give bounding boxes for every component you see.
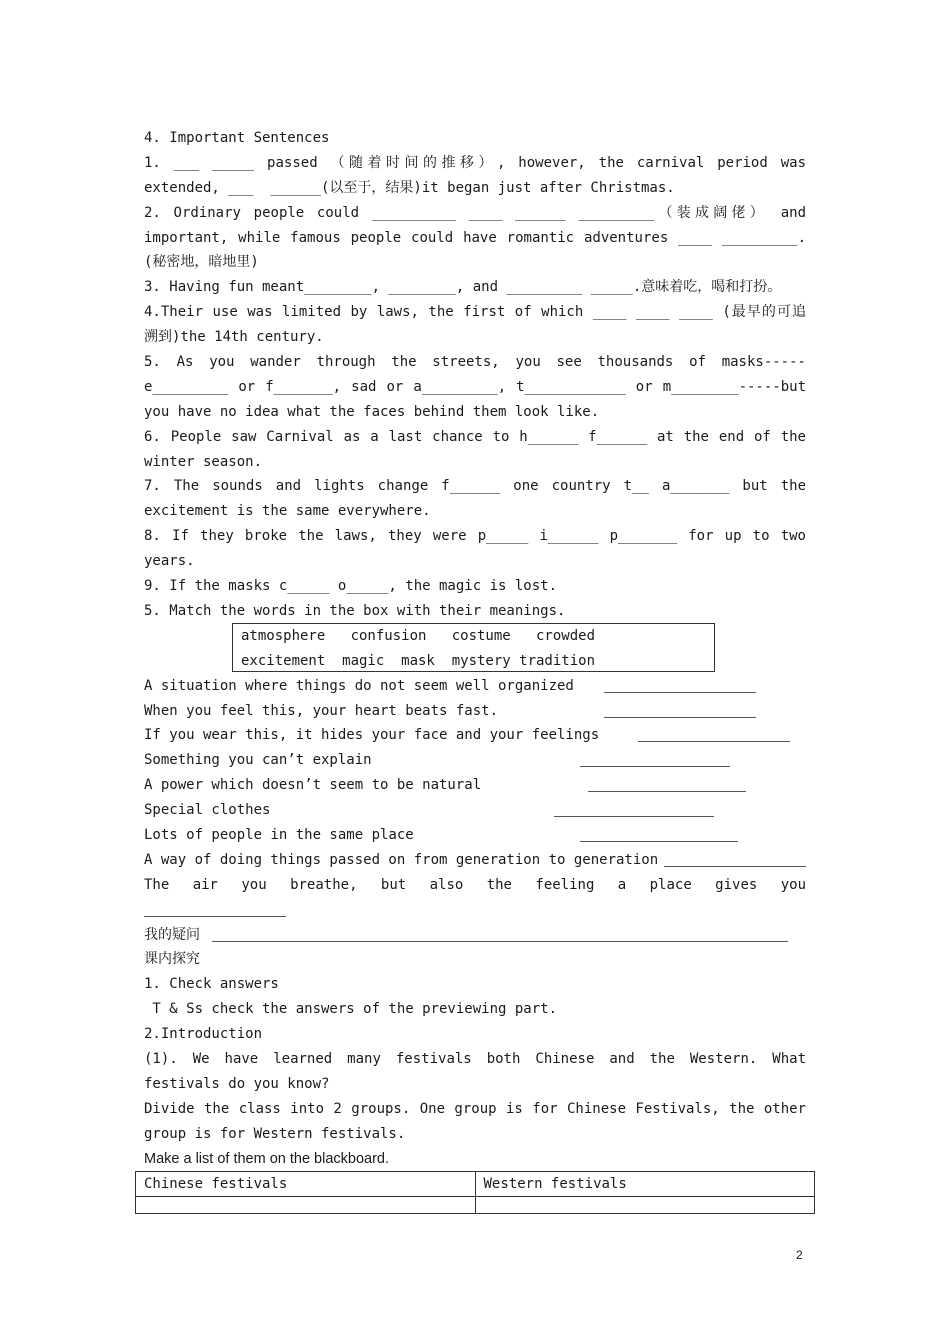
step-text: T & Ss check the answers of the previewing part.: [144, 1001, 558, 1018]
meaning-row: The air you breathe, but also the feeling a place gives you: [144, 876, 806, 893]
answer-blank[interactable]: [664, 848, 806, 867]
table-header-western: Western festivals: [475, 1172, 815, 1197]
answer-blank[interactable]: [580, 823, 738, 842]
meaning-row: [144, 848, 806, 873]
sentence-line: 7. The sounds and lights change f______ one country t__ a_______ but the: [144, 478, 806, 495]
step-title: 2.Introduction: [144, 1026, 263, 1043]
answer-blank[interactable]: [604, 674, 756, 693]
step-text: festivals do you know?: [144, 1075, 330, 1092]
table-header-row: [136, 1172, 815, 1197]
step-title: 1. Check answers: [144, 976, 279, 993]
meaning-text: A power which doesn’t seem to be natural: [144, 777, 482, 794]
section-title: 4. Important Sentences: [144, 130, 330, 146]
step-text: Divide the class into 2 groups. One group is for Chinese Festivals, the other: [144, 1100, 806, 1117]
meaning-row: [144, 823, 806, 848]
sentence-line: 4.Their use was limited by laws, the first of which ____ ____ ____ (最早的可追: [144, 304, 806, 321]
meaning-text: A way of doing things passed on from generation to generation: [144, 851, 659, 868]
meaning-text: Something you can’t explain: [144, 752, 372, 769]
table-header-chinese: Chinese festivals: [136, 1172, 476, 1197]
sentence-line: 2. Ordinary people could __________ ____ ______ _________（装成阔佬） and: [144, 204, 806, 221]
question-label: 我的疑问: [144, 926, 200, 943]
meaning-text: Lots of people in the same place: [144, 826, 414, 843]
table-cell[interactable]: [475, 1197, 815, 1214]
answer-blank[interactable]: [638, 723, 790, 742]
sentence-line: 8. If they broke the laws, they were p_____ i______ p_______ for up to two: [144, 528, 806, 545]
meaning-row: [144, 674, 806, 699]
meaning-text: When you feel this, your heart beats fast.: [144, 702, 499, 719]
meaning-row: [144, 798, 806, 823]
sentence-line: 5. As you wander through the streets, you see thousands of masks-----: [144, 354, 806, 371]
word-box: [232, 623, 715, 672]
sentence-line: e_________ or f_______, sad or a_________, t____________ or m________-----but: [144, 378, 806, 395]
sentence-line: 5. Match the words in the box with their meanings.: [144, 602, 566, 619]
meaning-text: A situation where things do not seem well organized: [144, 677, 574, 694]
word-box-row: excitement magic mask mystery tradition: [241, 652, 596, 669]
answer-blank[interactable]: [604, 699, 756, 718]
meaning-row: [144, 699, 806, 724]
answer-blank[interactable]: [144, 898, 286, 917]
answer-blank[interactable]: [588, 773, 746, 792]
meaning-row: [144, 898, 806, 923]
festival-table: [135, 1171, 815, 1214]
step-text: group is for Western festivals.: [144, 1125, 406, 1142]
sentence-line: you have no idea what the faces behind them look like.: [144, 403, 600, 420]
in-class-title: 课内探究: [144, 951, 200, 968]
question-row: [144, 923, 806, 948]
meaning-row: [144, 748, 806, 773]
step-text: Make a list of them on the blackboard.: [144, 1150, 390, 1167]
sentence-line: (秘密地，暗地里): [144, 254, 259, 271]
sentence-line: extended, ___ ______(以至于，结果)it began just after Christmas.: [144, 179, 675, 196]
sentence-line: winter season.: [144, 453, 263, 470]
meaning-row: [144, 723, 806, 748]
sentence-line: excitement is the same everywhere.: [144, 503, 431, 520]
meaning-text: Special clothes: [144, 802, 271, 819]
step-text: (1). We have learned many festivals both Chinese and the Western. What: [144, 1050, 806, 1067]
sentence-line: 9. If the masks c_____ o_____, the magic is lost.: [144, 578, 558, 595]
answer-blank[interactable]: [580, 748, 730, 767]
sentence-line: years.: [144, 553, 195, 570]
word-box-row: atmosphere confusion costume crowded: [241, 628, 596, 644]
sentence-line: 1. ___ _____ passed （随着时间的推移）, however, the carnival period was: [144, 154, 806, 171]
meaning-text: If you wear this, it hides your face and your feelings: [144, 727, 600, 744]
table-cell[interactable]: [136, 1197, 476, 1214]
question-blank[interactable]: [212, 923, 788, 942]
page-number: 2: [796, 1248, 803, 1262]
meaning-row: [144, 773, 806, 798]
answer-blank[interactable]: [554, 798, 714, 817]
table-row: [136, 1197, 815, 1214]
sentence-line: 6. People saw Carnival as a last chance to h______ f______ at the end of the: [144, 428, 806, 445]
sentence-line: important, while famous people could have romantic adventures ____ _________.: [144, 229, 806, 246]
sentence-line: 溯到)the 14th century.: [144, 329, 324, 346]
sentence-line: 3. Having fun meant________, ________, and _________ _____.意味着吃，喝和打扮。: [144, 279, 782, 296]
